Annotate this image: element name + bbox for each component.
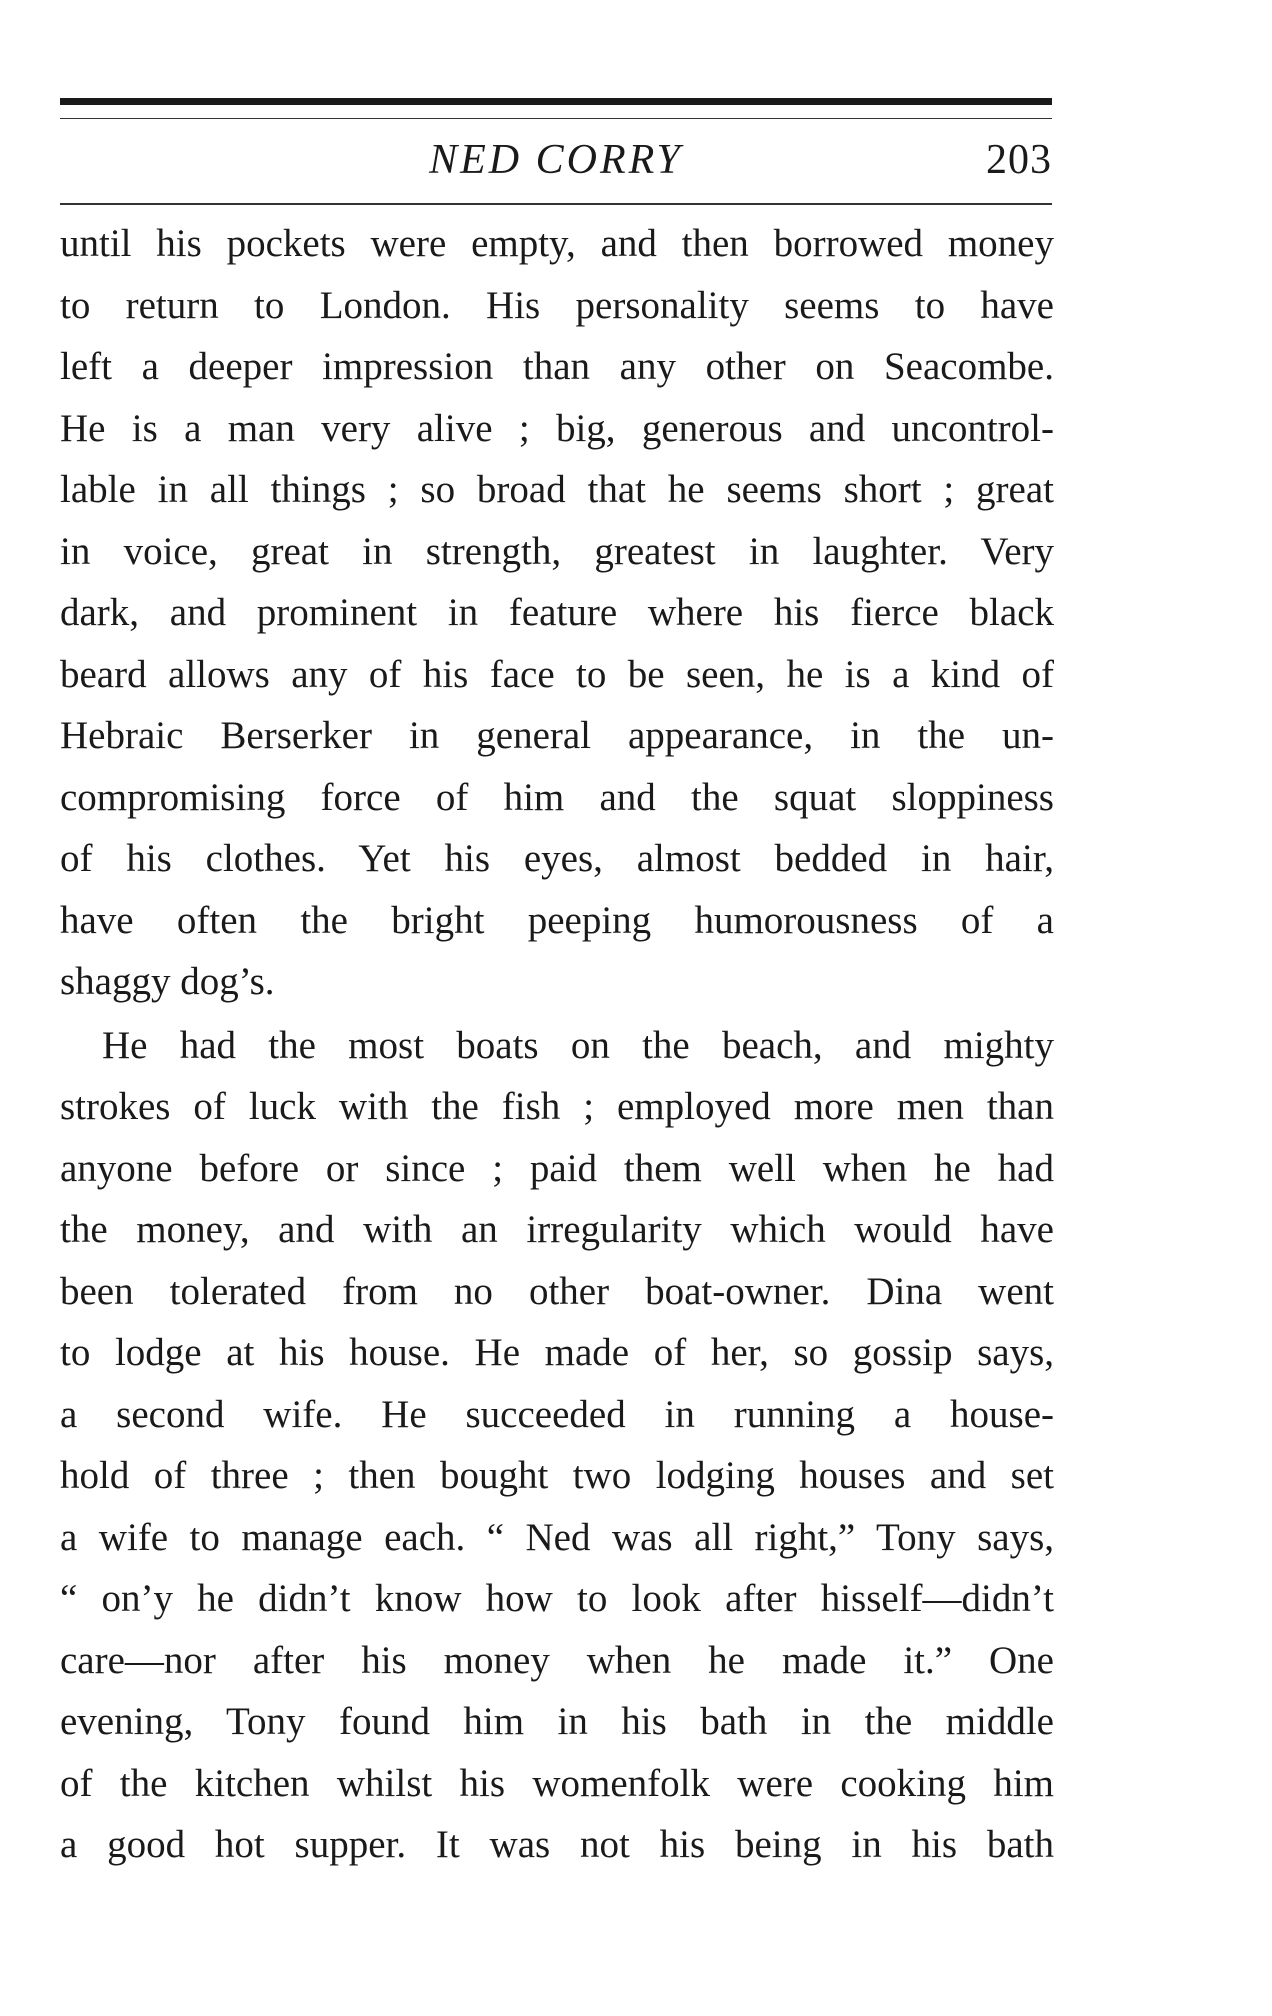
text-line: “ on’y he didn’t know how to look after hisself—didn’t	[60, 1577, 1054, 1620]
header-rule-thin	[60, 118, 1052, 119]
text-line: hold of three ; then bought two lodging houses and set	[60, 1454, 1054, 1497]
text-line: the money, and with an irregularity which would have	[60, 1208, 1054, 1251]
text-line: He is a man very alive ; big, generous and uncontrol-	[60, 406, 1054, 450]
paragraph-1	[60, 213, 1054, 1013]
text-line: shaggy dog’s.	[60, 960, 275, 1003]
text-line: have often the bright peeping humorousness of a	[60, 898, 1054, 942]
text-line: a wife to manage each. “ Ned was all right,” Tony says,	[60, 1515, 1054, 1559]
text-line: of his clothes. Yet his eyes, almost bedded in hair,	[60, 837, 1054, 880]
text-line: a second wife. He succeeded in running a house-	[60, 1392, 1054, 1436]
text-line: to lodge at his house. He made of her, so gossip says,	[60, 1331, 1054, 1374]
running-head	[60, 130, 1052, 190]
text-line: He had the most boats on the beach, and mighty	[102, 1023, 1054, 1067]
text-line: evening, Tony found him in his bath in the middle	[60, 1700, 1054, 1743]
header-rule-thick	[60, 98, 1052, 105]
paragraph-2	[60, 1015, 1054, 1876]
header-rule-bottom	[60, 203, 1052, 205]
page-number: 203	[986, 137, 1052, 183]
text-line: strokes of luck with the fish ; employed more men than	[60, 1085, 1054, 1128]
text-line: a good hot supper. It was not his being in his bath	[60, 1823, 1054, 1866]
text-line: Hebraic Berserker in general appearance, in the un-	[60, 714, 1054, 757]
text-line: until his pockets were empty, and then borrowed money	[60, 222, 1054, 265]
text-line: been tolerated from no other boat-owner. Dina went	[60, 1269, 1054, 1313]
text-line: care—nor after his money when he made it.” One	[60, 1638, 1054, 1682]
text-line: anyone before or since ; paid them well when he had	[60, 1146, 1054, 1190]
running-title: NED CORRY	[429, 137, 683, 183]
text-line: of the kitchen whilst his womenfolk were cooking him	[60, 1761, 1054, 1805]
text-line: lable in all things ; so broad that he seems short ; great	[60, 468, 1054, 511]
text-line: in voice, great in strength, greatest in laughter. Very	[60, 529, 1054, 573]
text-line: to return to London. His personality seems to have	[60, 283, 1054, 327]
text-line: beard allows any of his face to be seen, he is a kind of	[60, 652, 1054, 696]
text-line: compromising force of him and the squat sloppiness	[60, 775, 1054, 819]
text-line: dark, and prominent in feature where his fierce black	[60, 591, 1054, 634]
body-text	[60, 213, 1054, 1876]
text-line: left a deeper impression than any other on Seacombe.	[60, 345, 1054, 388]
